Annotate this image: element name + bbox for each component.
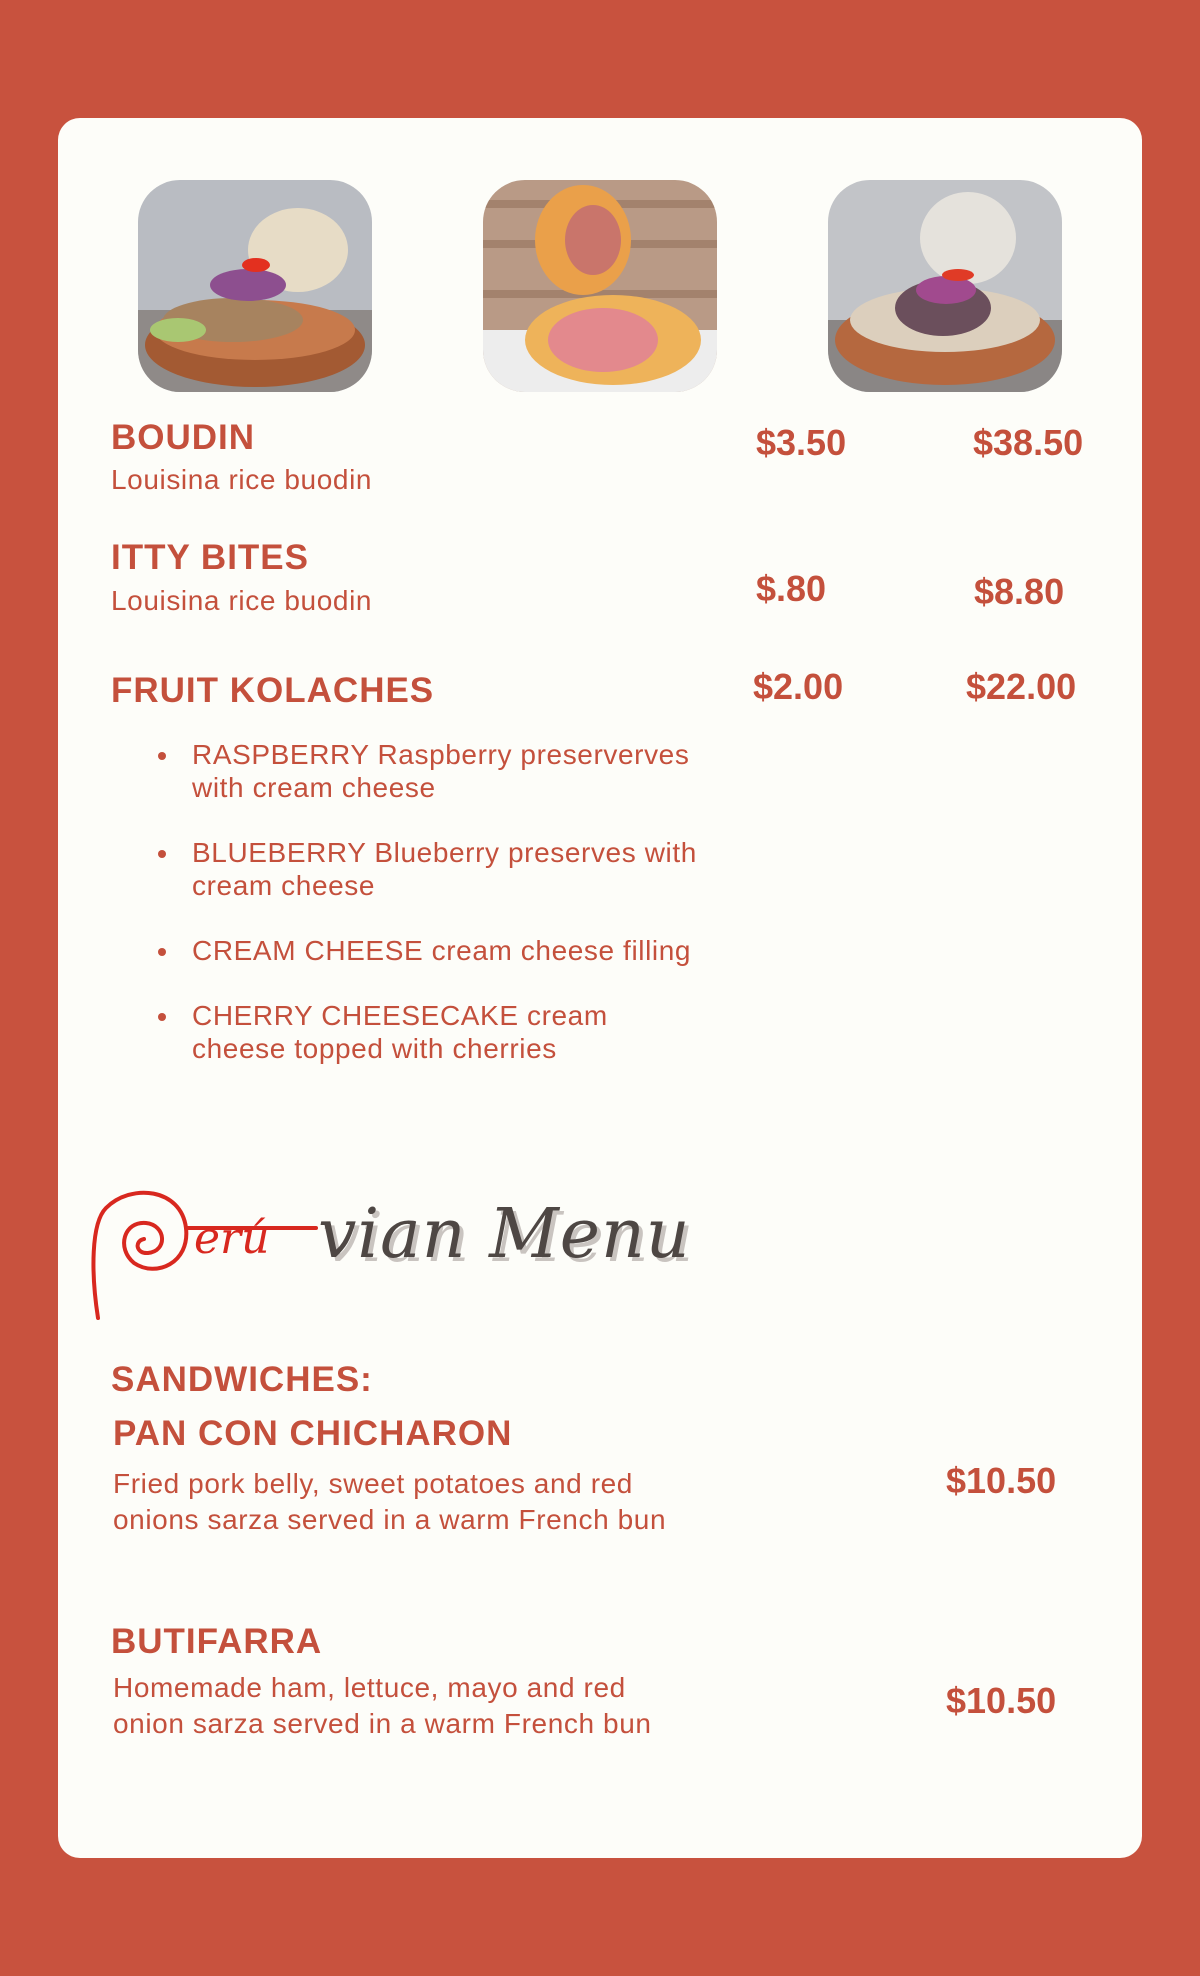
boudin-price-single: $3.50: [756, 422, 847, 463]
pan-con-chicharon-name: PAN CON CHICHARON: [113, 1414, 513, 1453]
spiral-p-icon: [86, 1183, 326, 1333]
boudin-description: Louisina rice buodin: [111, 464, 373, 495]
pan-con-chicharon-description: Fried pork belly, sweet potatoes and red onions sarza served in a warm French bun: [113, 1468, 667, 1535]
boudin-name: BOUDIN: [111, 418, 256, 457]
kolache-flavor-list: [178, 738, 698, 1097]
itty-bites-description: Louisina rice buodin: [111, 585, 373, 616]
fruit-kolaches-name: FRUIT KOLACHES: [111, 671, 435, 710]
itty-bites-name: ITTY BITES: [111, 538, 309, 577]
bullet-icon: [158, 948, 166, 956]
peruvian-menu-logo: [86, 1183, 691, 1333]
menu-card: [58, 118, 1142, 1858]
sausage-bun-photo: [483, 180, 717, 392]
itty-bites-price-bulk: $8.80: [974, 571, 1065, 612]
bullet-icon: [158, 850, 166, 858]
butifarra-description: Homemade ham, lettuce, mayo and red onion sarza served in a warm French bun: [113, 1672, 652, 1739]
bullet-icon: [158, 1013, 166, 1021]
logo-text: vian Menu: [318, 1195, 691, 1274]
pan-con-chicharon-price: $10.50: [946, 1460, 1057, 1501]
butifarra-name: BUTIFARRA: [111, 1622, 323, 1661]
sandwich-photo-2: [828, 180, 1062, 392]
boudin-price-bulk: $38.50: [973, 422, 1084, 463]
fruit-kolaches-price-bulk: $22.00: [966, 666, 1077, 707]
sandwiches-heading: SANDWICHES:: [111, 1360, 373, 1399]
list-item: RASPBERRY Raspberry preserverves with cream cheese: [178, 738, 698, 804]
list-item: BLUEBERRY Blueberry preserves with cream cheese: [178, 836, 698, 902]
sandwich-photo-1: [138, 180, 372, 392]
butifarra-price: $10.50: [946, 1680, 1057, 1721]
fruit-kolaches-price-single: $2.00: [753, 666, 844, 707]
itty-bites-price-single: $.80: [756, 568, 827, 609]
list-item: CHERRY CHEESECAKE cream cheese topped with cherries: [178, 999, 698, 1065]
list-item: CREAM CHEESE cream cheese filling: [178, 934, 698, 967]
svg-text:erú: erú: [194, 1213, 270, 1264]
bullet-icon: [158, 752, 166, 760]
